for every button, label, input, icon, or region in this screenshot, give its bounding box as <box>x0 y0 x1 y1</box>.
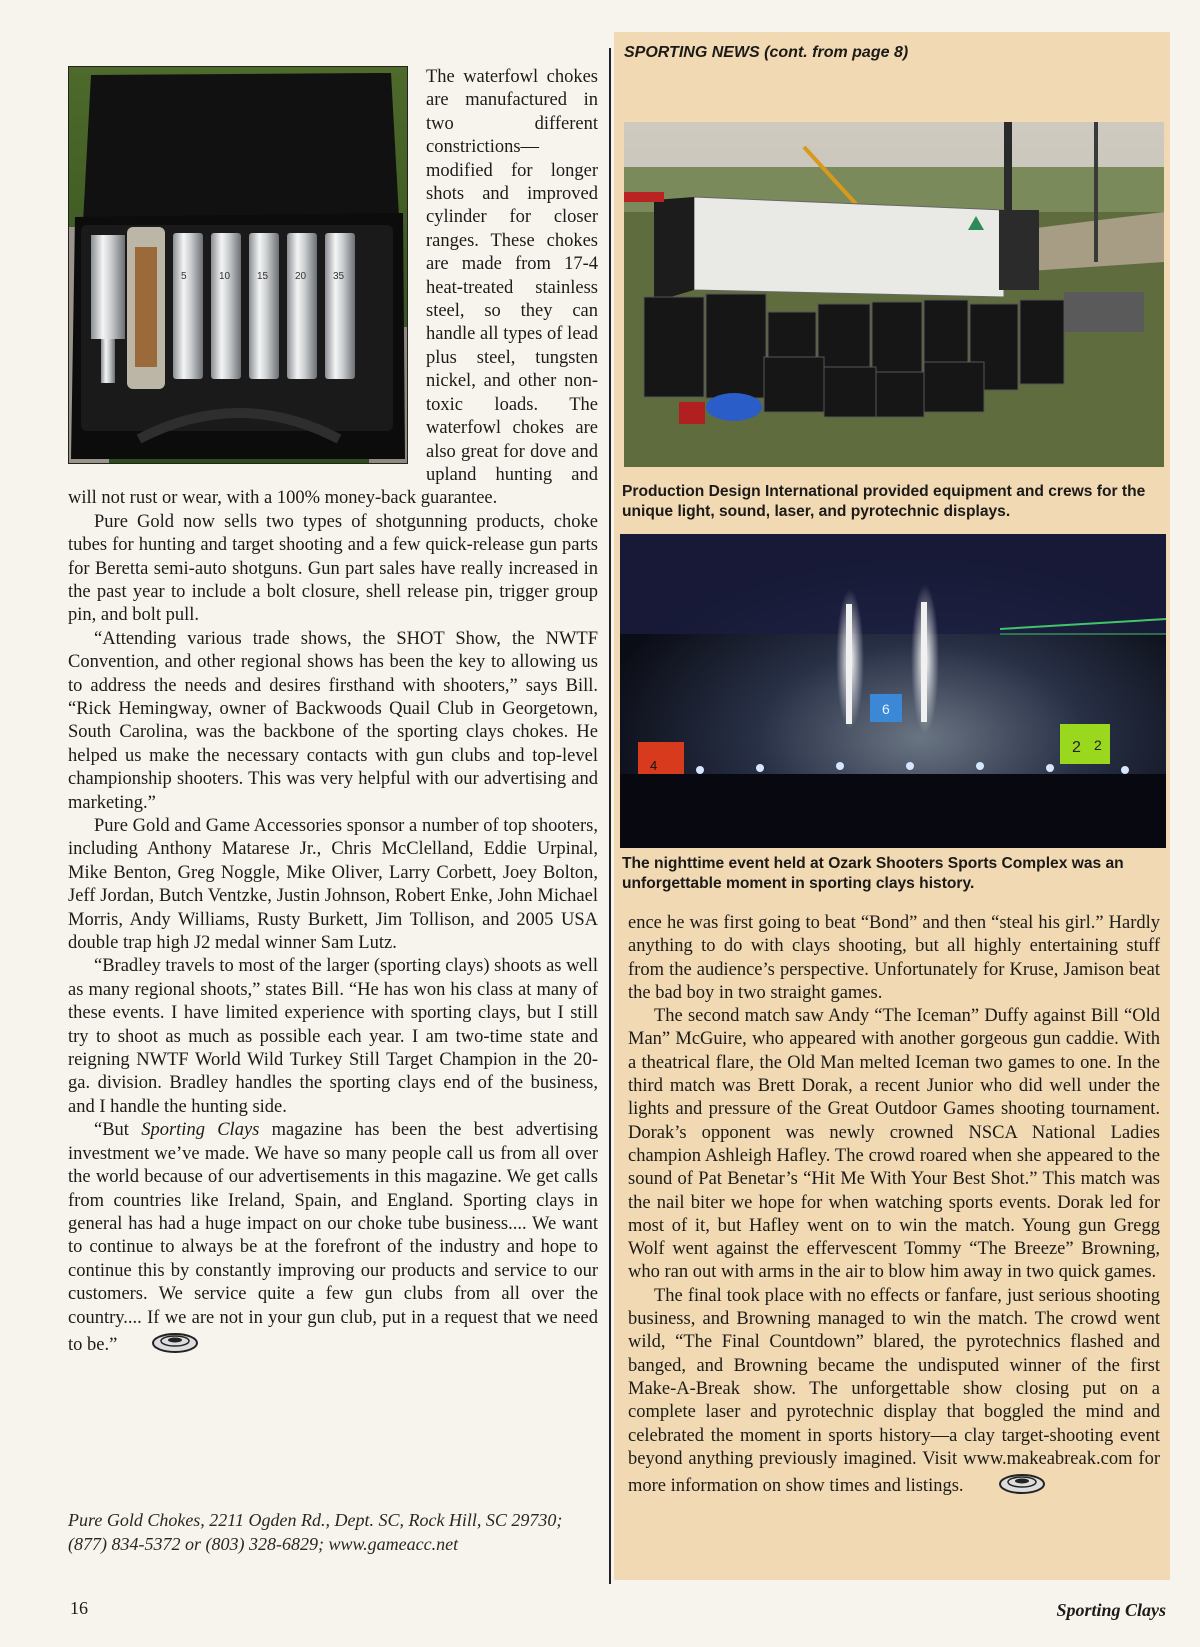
company-address: Pure Gold Chokes, 2211 Ogden Rd., Dept. SC, Rock Hill, SC 29730; (877) 834-5372 or (803) 328-6829; www.gameacc.net <box>68 1510 563 1554</box>
article-paragraph <box>628 1285 1160 1503</box>
target-number: 4 <box>650 758 658 773</box>
choke-mark: 5 <box>181 271 187 282</box>
choke-tube-group <box>91 227 355 389</box>
text-run: “But <box>94 1120 142 1141</box>
clay-target-endmark-icon <box>972 1471 1046 1502</box>
article-paragraph: ence he was first going to beat “Bond” and then “steal his girl.” Hardly anything to do with clays shooting, but all highly entertaining stuff from the audience’s perspective. Unfortunately for Kruse, Jamison beat the bad boy in two straight games. <box>628 913 1160 1003</box>
article-paragraph: The second match saw Andy “The Iceman” Duffy against Bill “Old Man” McGuire, who appeared with another gorgeous gun caddie. With a theatrical flare, the Old Man melted Iceman two games to one. In the third match was Brett Dorak, a recent Junior who did well under the lights and pressure of the Great Outdoor Games shooting tournament. Dorak’s opponent was newly crowned NSCA National Ladies champion Ashleigh Hafley. The crowd roared when she appeared to the sound of Pat Benetar’s “Hit Me With Your Best Shot.” This match was the nail biter we hope for when watching sports events. Dorak led for most of it, but Hafley went on to win the match. Young gun Gregg Wolf went against the effervescent Tommy “The Breeze” Browning, who ran out with arms in the air to blow him away in two quick games. <box>628 1006 1160 1283</box>
photo-caption: Production Design International provided equipment and crews for the unique light, sound, laser, and pyrotechnic displays. <box>622 483 1146 520</box>
photo-caption: The nighttime event held at Ozark Shooters Sports Complex was an unforgettable moment in sporting clays history. <box>622 855 1124 892</box>
clay-target-endmark-icon <box>125 1330 199 1361</box>
sporting-news-sidebar <box>614 32 1170 1580</box>
choke-mark: 20 <box>295 271 307 282</box>
magazine-title: Sporting Clays <box>1056 1600 1166 1620</box>
left-column <box>68 66 598 1361</box>
choke-tubes-photo <box>68 66 408 464</box>
column-divider <box>609 48 611 1584</box>
choke-mark: 10 <box>219 271 231 282</box>
choke-mark: 35 <box>333 271 345 282</box>
article-paragraph: “Bradley travels to most of the larger (sporting clays) shoots as well as many regional shoots,” states Bill. “He has won his class at many of these events. I have limited experience with sporting clays, but I still try to shoot as much as possible each year. I am two-time state and reigning NWTF World Wild Turkey Still Target Champion in the 20-ga. division. Bradley handles the sporting clays end of the business, and I handle the hunting side. <box>68 956 598 1117</box>
article-paragraph: Pure Gold and Game Accessories sponsor a number of top shooters, including Anthony Matarese Jr., Chris McClelland, Eddie Urpinal, Mike Benton, Greg Noggle, Mike Oliver, Larry Corbett, Joey Bolton, Jeff Jordan, Butch Ventzke, Justin Johnson, Robert Enke, John Michael Morris, Andy Williams, Rusty Burkett, Jim Tollison, and 2005 USA double trap high J2 medal winner Sam Lutz. <box>68 816 598 954</box>
text-run: The final took place with no effects or fanfare, just serious shooting business, and Browning managed to win the match. The crowd went wild, “The Final Countdown” blared, the pyrotechnics flashed and banged, and Browning became the undisputed winner of the first Make-A-Break show. The unforgettable show closing put on a complete laser and pyrotechnic display that boggled the mind and celebrated the moment in sports history—a clay target-shooting event beyond anything previously imagined. Visit www.makeabreak.com for more information on show times and listings. <box>628 1285 1160 1497</box>
sidebar-heading: SPORTING NEWS (cont. from page 8) <box>624 44 909 61</box>
article-paragraph: “Attending various trade shows, the SHOT Show, the NWTF Convention, and other regional shows has been the key to allowing us to address the needs and desires firsthand with shooters,” says Bill. “Rick Hemingway, owner of Backwoods Quail Club in Georgetown, South Carolina, was the backbone of the sporting clays chokes. He helped us make the necessary contacts with gun clubs and top-level championship shooters. This was very helpful with our advertising and marketing.” <box>68 628 598 813</box>
text-run: magazine has been the best advertising investment we’ve made. We have so many people call us from all over the world because of our advertisements in this magazine. We get calls from countries like Ireland, Spain, and England. Sporting clays in general has had a huge impact on our choke tube business.... We want to continue to always be at the forefront of the industry and hope to continue this by constantly improving our products and service to our customers. We service quite a few gun clubs from all over the country.... If we are not in your gun club, put in a request that we need to be.” <box>68 1120 599 1355</box>
article-paragraph: Pure Gold now sells two types of shotgunning products, choke tubes for hunting and target shooting and a few quick-release gun parts for Beretta semi-auto shotguns. Gun part sales have really increased in the past year to include a bolt closure, shell release pin, trigger group pin, and bolt pull. <box>68 511 598 626</box>
article-paragraph: The waterfowl chokes are manufactured in two different constrictions—modified for longer shots and improved cylinder for closer ranges. These chokes are made from 17-4 heat-treated stainless steel, so they can handle all types of lead plus steel, tungsten nickel, and other non-toxic loads. The waterfowl chokes are also great for dove and upland hunting and will not rust or wear, with a 100% money-back guarantee. <box>68 67 598 509</box>
production-truck-photo <box>624 122 1164 467</box>
magazine-name-italic: Sporting Clays <box>141 1120 260 1141</box>
target-number: 6 <box>882 701 890 717</box>
target-number: 2 <box>1072 739 1081 756</box>
nighttime-event-photo <box>620 534 1166 848</box>
sidebar-article-body <box>628 912 1160 1502</box>
target-number: 2 <box>1094 737 1102 753</box>
page-number: 16 <box>70 1598 88 1618</box>
article-paragraph <box>68 1119 598 1361</box>
choke-mark: 15 <box>257 271 269 282</box>
